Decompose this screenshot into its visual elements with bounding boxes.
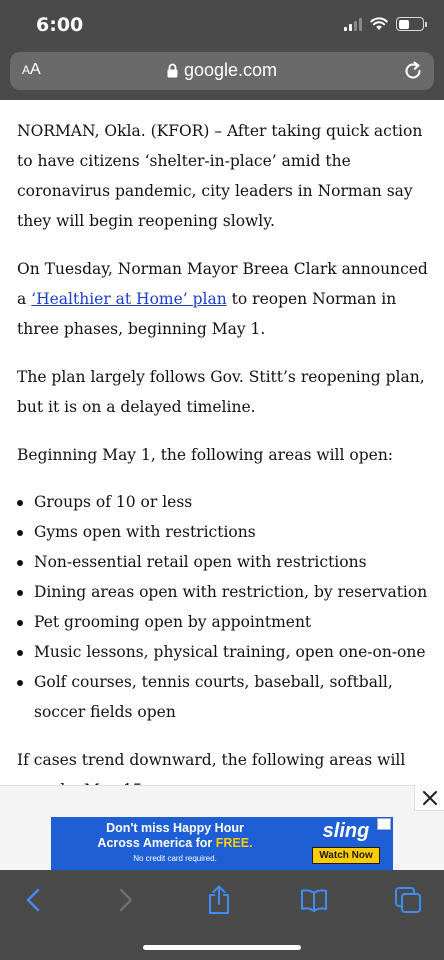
- list-item: Gyms open with restrictions: [17, 517, 429, 547]
- ad-free-text: FREE.: [215, 836, 253, 850]
- top-chrome: [0, 0, 444, 100]
- lock-icon: [167, 63, 178, 78]
- ad-close-button[interactable]: [414, 785, 444, 811]
- reload-icon[interactable]: [402, 60, 424, 82]
- tabs-icon: [394, 886, 422, 914]
- ad-line-1: Don't miss Happy Hour: [106, 821, 244, 835]
- article-paragraph: [17, 254, 429, 344]
- address-bar[interactable]: [10, 52, 434, 90]
- list-item: Groups of 10 or less: [17, 487, 429, 517]
- article-body: [17, 116, 429, 823]
- status-icons: [344, 17, 424, 31]
- article-paragraph: NORMAN, Okla. (KFOR) – After taking quick action to have citizens ‘shelter-in-place’ amid the coronavirus pandemic, city leaders in Norman say they will begin reopening slowly.: [17, 122, 423, 230]
- back-icon: [26, 888, 40, 912]
- bookmarks-icon: [300, 888, 328, 912]
- list-item: Music lessons, physical training, open one-on-one: [17, 637, 429, 667]
- share-button[interactable]: [203, 884, 235, 916]
- forward-icon: [119, 888, 133, 912]
- list-item: Non-essential retail open with restrictions: [17, 547, 429, 577]
- tabs-button[interactable]: [392, 884, 424, 916]
- article-paragraph: The plan largely follows Gov. Stitt’s reopening plan, but it is on a delayed timeline.: [17, 368, 425, 416]
- signal-icon: [344, 18, 362, 31]
- article-paragraph: If cases trend downward, the following areas will: [17, 751, 406, 769]
- back-button[interactable]: [17, 884, 49, 916]
- wifi-icon: [370, 17, 388, 31]
- ad-brand-area: [299, 817, 393, 870]
- ad-line-2: [51, 836, 299, 851]
- status-time: 6:00: [36, 14, 84, 36]
- list-item: Dining areas open with restriction, by reservation: [17, 577, 429, 607]
- list-item: Golf courses, tennis courts, baseball, softball, soccer fields open: [17, 667, 429, 727]
- sling-logo: sling: [322, 820, 370, 842]
- watch-now-button[interactable]: Watch Now: [312, 847, 380, 864]
- paragraph-text: to reopen Norman in three phases, beginning May 1.: [17, 290, 397, 338]
- url-display[interactable]: [10, 60, 434, 81]
- ad-line-2-text: Across America for: [97, 836, 216, 850]
- share-icon: [207, 885, 231, 915]
- article-paragraph: Beginning May 1, the following areas will open:: [17, 446, 394, 464]
- healthier-at-home-link[interactable]: ‘Healthier at Home’ plan: [31, 290, 227, 308]
- aa-small-label: A: [22, 63, 31, 77]
- forward-button[interactable]: [110, 884, 142, 916]
- ad-headline: [51, 821, 299, 851]
- close-icon: [423, 791, 437, 805]
- adchoices-icon[interactable]: [377, 818, 391, 830]
- url-text: google.com: [183, 60, 278, 80]
- bookmarks-button[interactable]: [298, 884, 330, 916]
- reopening-list: [17, 487, 429, 727]
- sling-ad-banner[interactable]: [51, 817, 393, 870]
- ad-copy: [51, 817, 299, 870]
- paragraph-text: On Tuesday, Norman Mayor Breea Clark announced a: [17, 260, 428, 308]
- list-item: Pet grooming open by appointment: [17, 607, 429, 637]
- aa-large-label: A: [30, 61, 41, 78]
- battery-icon: [396, 17, 424, 31]
- home-indicator[interactable]: [143, 945, 301, 950]
- ad-subtext: No credit card required.: [133, 854, 217, 863]
